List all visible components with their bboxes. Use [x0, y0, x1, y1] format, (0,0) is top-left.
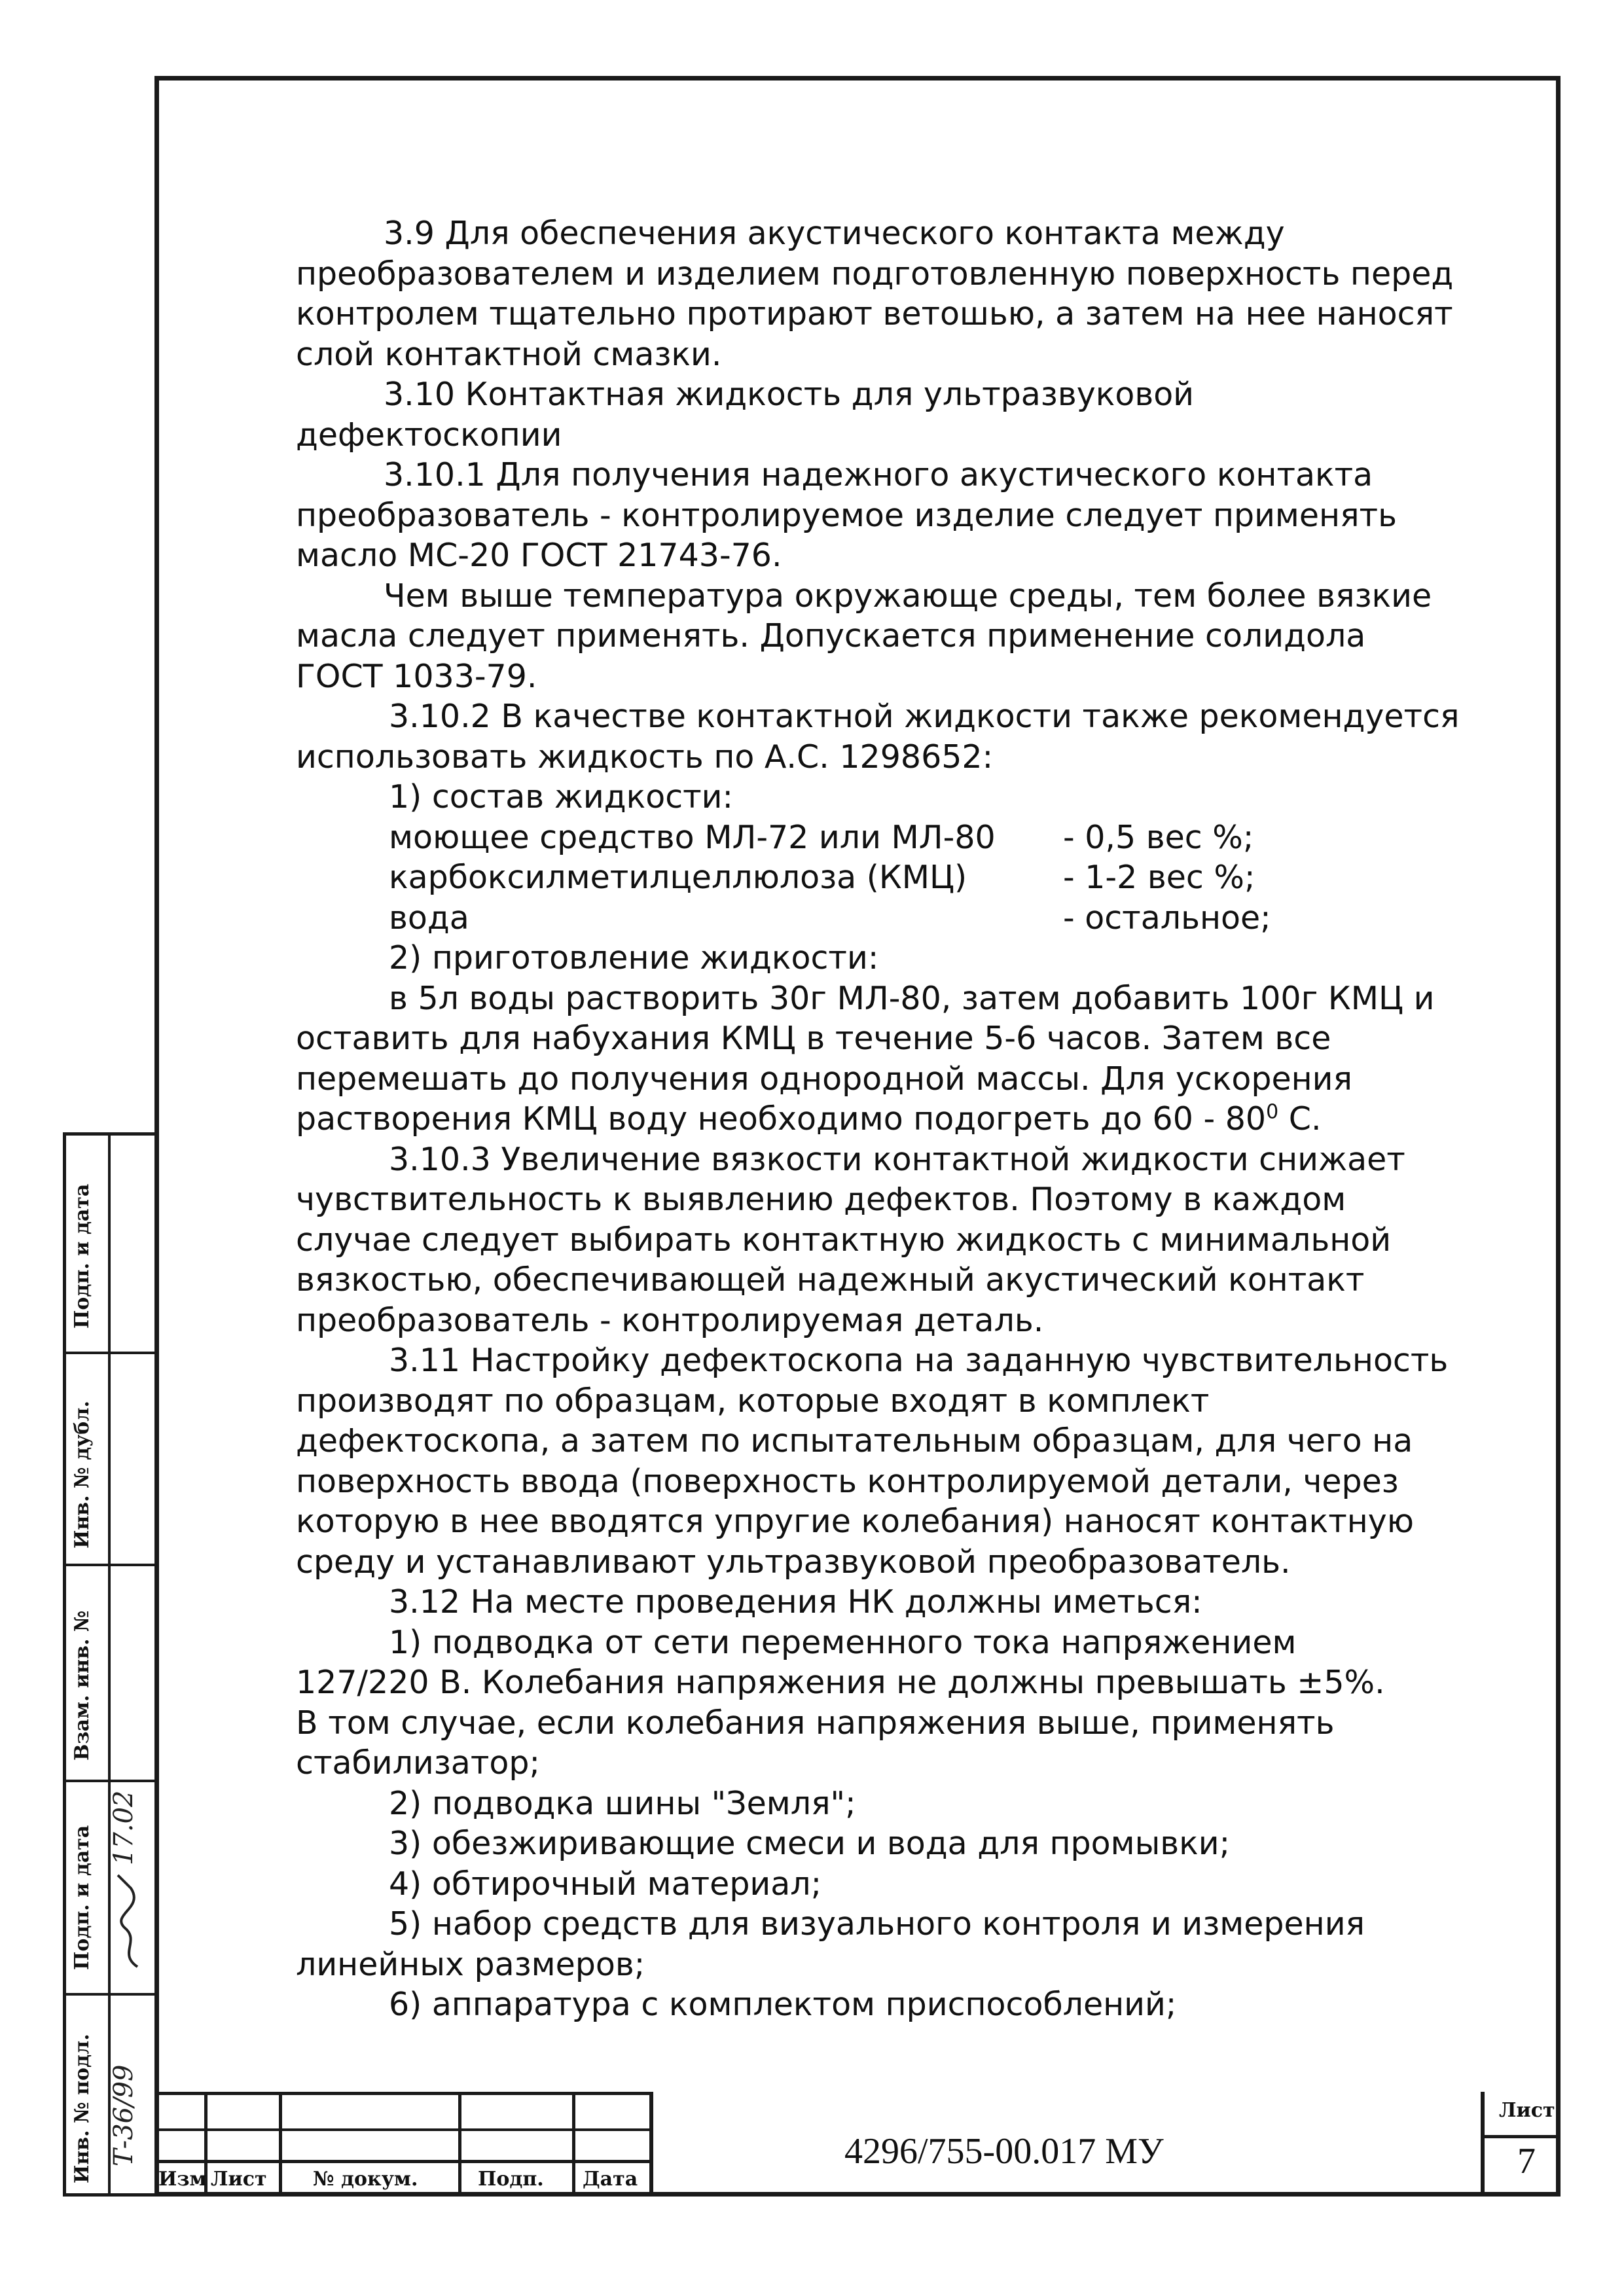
stamp-divider: [66, 1352, 154, 1354]
text-line: 6) аппаратура с комплектом приспособлений;: [389, 1986, 1177, 2023]
text-line: дефектоскопии: [296, 416, 562, 454]
tb-line: [279, 2092, 282, 2197]
text-line: контролем тщательно протирают ветошью, а затем на нее наносят: [296, 295, 1453, 332]
superscript: 0: [1266, 1100, 1279, 1124]
col-sign: Подп.: [478, 2168, 544, 2191]
signature-mark: [105, 1869, 151, 1973]
component-name: вода: [389, 899, 469, 937]
col-doc-no: № докум.: [313, 2168, 418, 2191]
text-line: В том случае, если колебания напряжения выше, применять: [296, 1704, 1335, 1742]
component-value: - 1-2 вес %;: [1063, 859, 1255, 896]
text-line: слой контактной смазки.: [296, 335, 722, 373]
text-line: 3.10.3 Увеличение вязкости контактной жидкости снижает: [389, 1140, 1405, 1178]
text-line: поверхность ввода (поверхность контролируемой детали, через: [296, 1462, 1399, 1500]
stamp-divider: [66, 1780, 154, 1782]
text-line: 4) обтирочный материал;: [389, 1865, 822, 1903]
sheet-number: 7: [1517, 2141, 1536, 2181]
stamp-divider: [66, 1564, 154, 1566]
text-line: 3.10.1 Для получения надежного акустического контакта: [384, 456, 1373, 493]
text-line: масла следует применять. Допускается применение солидола: [296, 617, 1366, 655]
text-line: вязкостью, обеспечивающей надежный акустический контакт: [296, 1261, 1365, 1299]
stamp-label-sign-date: Подп. и дата: [71, 1183, 94, 1329]
component-name: моющее средство МЛ-72 или МЛ-80: [389, 818, 996, 856]
tb-line: [154, 2160, 653, 2163]
document-body: [296, 213, 1460, 2025]
tb-line: [458, 2092, 461, 2197]
stamp-label-dup-inv: Инв. № дубл.: [71, 1401, 94, 1549]
sheet-label: Лист: [1499, 2099, 1555, 2122]
composition-row: [296, 857, 1448, 898]
text-line: оставить для набухания КМЦ в течение 5-6 часов. Затем все: [296, 1020, 1331, 1057]
text-line: 3.11 Настройку дефектоскопа на заданную чувствительность: [389, 1342, 1449, 1379]
col-izm: Изм: [158, 2168, 207, 2191]
text-line: линейных размеров;: [296, 1945, 645, 1983]
tb-line: [1481, 2135, 1561, 2138]
tb-line: [649, 2092, 653, 2197]
text-span: растворения КМЦ воду необходимо подогреть до 60 - 80: [296, 1100, 1267, 1138]
text-line: 1) состав жидкости:: [389, 778, 734, 816]
text-line: использовать жидкость по А.С. 1298652:: [296, 738, 994, 776]
text-line: [296, 1099, 1448, 1139]
tb-line: [1481, 2092, 1485, 2197]
text-line: 5) набор средств для визуального контроля и измерения: [389, 1905, 1365, 1943]
text-line: преобразователем и изделием подготовленную поверхность перед: [296, 255, 1454, 293]
text-line: 3) обезжиривающие смеси и вода для промывки;: [389, 1825, 1231, 1862]
text-line: 3.9 Для обеспечения акустического контакта между: [384, 215, 1285, 252]
text-line: 2) приготовление жидкости:: [389, 939, 879, 977]
text-line: 3.10 Контактная жидкость для ультразвуковой: [384, 376, 1195, 413]
tb-line: [154, 2092, 653, 2095]
text-line: ГОСТ 1033-79.: [296, 657, 537, 695]
stamp-label-sign-date-2: Подп. и дата: [71, 1825, 94, 1970]
component-name: карбоксилметилцеллюлоза (КМЦ): [389, 859, 967, 896]
text-line: случае следует выбирать контактную жидкость с минимальной: [296, 1221, 1392, 1259]
text-line: производят по образцам, которые входят в комплект: [296, 1382, 1210, 1420]
text-line: преобразователь - контролируемое изделие следует применять: [296, 496, 1397, 534]
stamp-handwritten-date: 17.02: [109, 1790, 139, 1865]
text-line: 127/220 В. Колебания напряжения не должны превышать ±5%.: [296, 1664, 1385, 1701]
text-line: преобразователь - контролируемая деталь.: [296, 1301, 1044, 1339]
stamp-label-orig-inv: Инв. № подл.: [71, 2034, 94, 2183]
component-value: - остальное;: [1063, 899, 1271, 937]
text-line: 2) подводка шины "Земля";: [389, 1784, 856, 1822]
composition-row: [296, 817, 1448, 858]
text-line: масло МС-20 ГОСТ 21743-76.: [296, 537, 782, 574]
text-line: 3.10.2 В качестве контактной жидкости также рекомендуется: [389, 698, 1460, 735]
stamp-label-replace-inv: Взам. инв. №: [71, 1610, 94, 1761]
stamp-divider: [66, 1993, 154, 1996]
component-value: - 0,5 вес %;: [1063, 818, 1254, 856]
text-line: которую в нее вводятся упругие колебания) наносят контактную: [296, 1503, 1415, 1540]
text-line: 3.12 На месте проведения НК должны иметься:: [389, 1583, 1202, 1621]
text-line: 1) подводка от сети переменного тока напряжением: [389, 1623, 1297, 1661]
tb-line: [572, 2092, 575, 2197]
composition-row: [296, 898, 1448, 939]
document-code: 4296/755-00.017 МУ: [844, 2131, 1164, 2172]
text-line: среду и устанавливают ультразвуковой преобразователь.: [296, 1543, 1291, 1581]
text-line: Чем выше температура окружающе среды, тем более вязкие: [384, 577, 1432, 615]
tb-line: [154, 2128, 653, 2131]
col-date: Дата: [583, 2168, 638, 2191]
text-line: в 5л воды растворить 30г МЛ-80, затем добавить 100г КМЦ и: [389, 979, 1435, 1017]
stamp-handwritten-inv: Т-36/99: [109, 2064, 139, 2166]
text-line: чувствительность к выявлению дефектов. Поэтому в каждом: [296, 1181, 1346, 1218]
text-line: дефектоскопа, а затем по испытательным образцам, для чего на: [296, 1422, 1413, 1460]
text-span: С.: [1278, 1100, 1322, 1138]
text-line: стабилизатор;: [296, 1744, 540, 1782]
text-line: перемешать до получения однородной массы. Для ускорения: [296, 1060, 1352, 1098]
col-list: Лист: [211, 2168, 267, 2191]
